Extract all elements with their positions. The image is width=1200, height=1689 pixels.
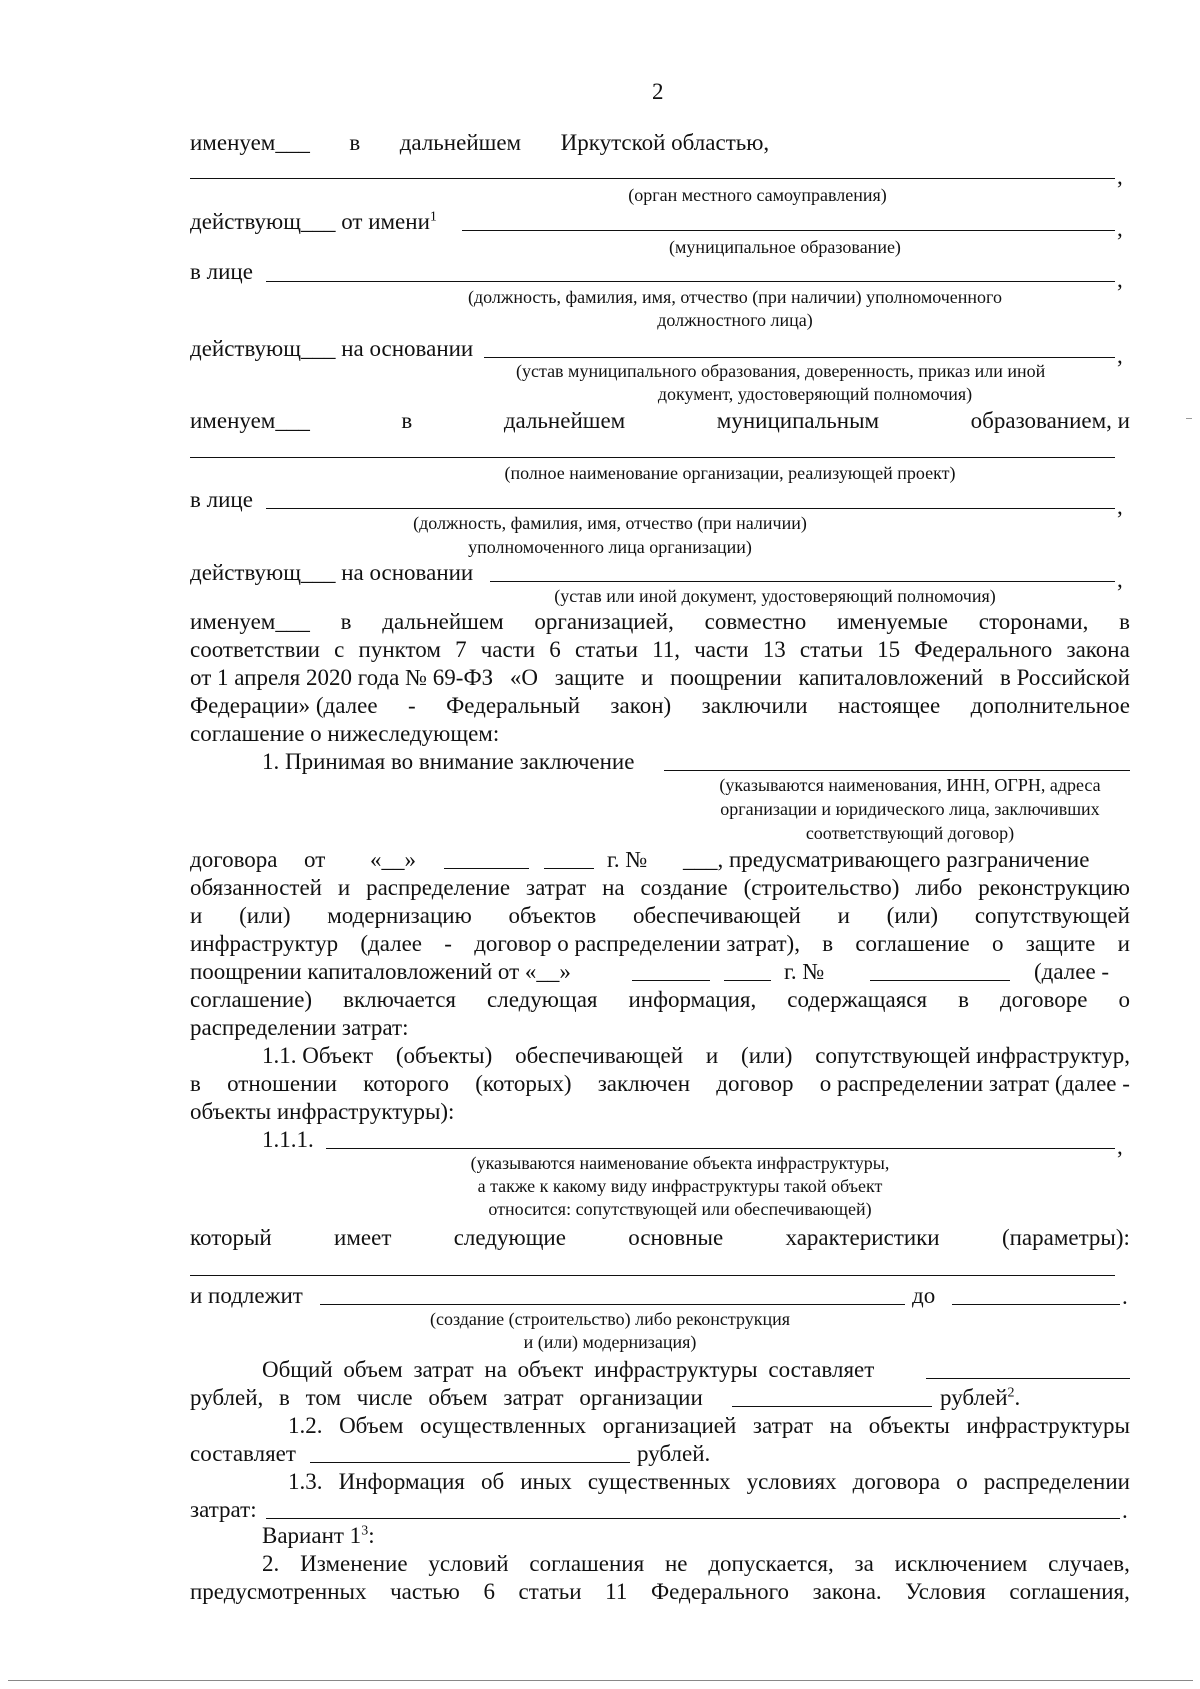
word: рублей (940, 1385, 1008, 1410)
label: действующ___ на основании (190, 560, 474, 585)
word: Условия (905, 1579, 986, 1604)
comma: , (1117, 567, 1123, 592)
word: осуществленных (420, 1413, 587, 1438)
word: сопутствующей (974, 903, 1130, 928)
word: следующая (487, 987, 598, 1012)
text: договора (190, 847, 278, 872)
caption-text: (устав муниципального образования, доверенность, приказ или иной (516, 361, 1046, 381)
word: закона (1066, 637, 1130, 662)
blank-line (926, 1378, 1130, 1379)
label: 1.1.1. (262, 1127, 314, 1152)
word: затрат (503, 1385, 564, 1410)
word: инфраструктуры (966, 1413, 1130, 1438)
variant-heading (262, 1524, 375, 1547)
word: о (992, 931, 1004, 956)
blank-line (190, 178, 1115, 179)
word: сопутствующей инфраструктур, (815, 1043, 1130, 1068)
word: случаев, (1048, 1551, 1130, 1576)
word: именуем___ (190, 609, 310, 634)
word: инфраструктуры (594, 1357, 758, 1382)
blank-line (326, 1148, 1115, 1149)
text: от (304, 847, 326, 872)
word: от 1 апреля 2020 года № 69-ФЗ (190, 665, 494, 690)
word: договоре (999, 987, 1088, 1012)
word: условиях (746, 1469, 837, 1494)
word: 1.1. Объект (262, 1043, 374, 1068)
comma: , (1117, 267, 1123, 292)
justified-line (190, 1072, 1130, 1095)
word: в (401, 408, 413, 433)
word: исключением (894, 1551, 1028, 1576)
word: образованием, и (970, 408, 1130, 433)
word: муниципальным (716, 408, 880, 433)
word: затрат (752, 1413, 814, 1438)
label: в лице (190, 259, 253, 284)
word: объекты (868, 1413, 950, 1438)
word: (или) (886, 903, 939, 928)
blank-line (632, 980, 710, 981)
caption: должностного лица) (657, 310, 813, 330)
word: дальнейшем (382, 609, 504, 634)
caption: соответствующий договор) (805, 823, 1015, 843)
word: Федерального (914, 637, 1053, 662)
word: либо (915, 875, 963, 900)
word: поощрении (670, 665, 782, 690)
word: 1.2. (288, 1413, 323, 1438)
word: защите (1025, 931, 1096, 956)
blank-line (724, 980, 771, 981)
word: организации (579, 1385, 703, 1410)
word: включается (343, 987, 457, 1012)
comma: , (1117, 1134, 1123, 1159)
word: объект (517, 1357, 584, 1382)
justified-line (190, 904, 1130, 927)
word: пунктом (358, 637, 441, 662)
word: соответствии (190, 637, 320, 662)
footnote-ref: 2 (1007, 1385, 1015, 1401)
word: об (480, 1469, 505, 1494)
word: и (337, 875, 351, 900)
word: затрат (526, 875, 587, 900)
word: части (694, 637, 749, 662)
comma: , (1117, 164, 1123, 189)
word: закона. (812, 1579, 882, 1604)
caption: организации и юридического лица, заключивших (720, 799, 1100, 819)
paragraph-lead: 1. Принимая во внимание заключение (262, 749, 635, 774)
word: дальнейшем (399, 130, 522, 155)
caption: (устав или иной документ, удостоверяющий полномочия) (554, 586, 996, 606)
word: в (279, 1385, 290, 1410)
comma: , (1117, 216, 1123, 241)
label: и подлежит (190, 1283, 303, 1308)
word: распределение (366, 875, 511, 900)
text (940, 1386, 1020, 1409)
word: защите (554, 665, 625, 690)
blank-line (190, 1275, 1115, 1276)
caption: (указываются наименование объекта инфраструктуры, (470, 1153, 890, 1173)
word: (или) (741, 1043, 793, 1068)
word: 6 (483, 1579, 495, 1604)
blank-line (266, 281, 1115, 282)
word: именуем___ (190, 130, 310, 155)
justified-line (262, 1044, 1130, 1067)
word: именуем___ (190, 408, 310, 433)
word: договор о распределении затрат), (474, 931, 800, 956)
period: . (1014, 1385, 1021, 1410)
word: закон) (610, 693, 672, 718)
word: статьи (799, 637, 863, 662)
word: «О (509, 665, 538, 690)
text: рублей. (637, 1441, 711, 1466)
word: о (956, 1469, 968, 1494)
word: том (305, 1385, 342, 1410)
justified-line (190, 409, 1130, 432)
word: 1.3. (288, 1469, 323, 1494)
period: . (1122, 1284, 1128, 1309)
word: Иркутской областью, (560, 130, 770, 155)
text: г. № (607, 847, 648, 872)
word: условий (428, 1551, 509, 1576)
word: на (602, 875, 625, 900)
word: в (958, 987, 969, 1012)
word: не (665, 1551, 688, 1576)
word: и (641, 665, 654, 690)
blank-line (462, 230, 1115, 231)
word: 6 (549, 637, 561, 662)
blank-line (190, 457, 1115, 458)
word: обязанностей (190, 875, 322, 900)
blank-line (870, 980, 1010, 981)
word: Объем (339, 1413, 404, 1438)
text-line: распределении затрат: (190, 1015, 409, 1040)
word: Федерального (650, 1579, 789, 1604)
word: статьи (518, 1579, 582, 1604)
justified-line (190, 932, 1130, 955)
word: 15 (877, 637, 901, 662)
justified-line (190, 610, 1130, 633)
caption: (должность, фамилия, имя, отчество (при наличии) уполномоченного (467, 287, 1002, 307)
word: 11 (605, 1579, 628, 1604)
word: в Российской (999, 665, 1130, 690)
word: (параметры): (1001, 1225, 1130, 1250)
caption: уполномоченного лица организации) (468, 537, 752, 557)
blank-line (732, 1406, 932, 1407)
comma: , (1117, 343, 1123, 368)
label: действующ___ на основании (190, 336, 474, 361)
word: Федеральный (446, 693, 580, 718)
word: обеспечивающей (632, 903, 801, 928)
caption: (должность, фамилия, имя, отчество (при наличии) (413, 513, 807, 533)
blank-line (664, 770, 1130, 771)
word: объем (343, 1357, 403, 1382)
word: реконструкцию (978, 875, 1130, 900)
word: иных (520, 1469, 572, 1494)
text-line (190, 131, 769, 154)
word: соглашения, (1009, 1579, 1130, 1604)
word: следующие (453, 1225, 566, 1250)
text-line: объекты инфраструктуры): (190, 1099, 455, 1124)
word: (далее (360, 931, 423, 956)
word: организацией, (534, 609, 674, 634)
word: и (1117, 931, 1130, 956)
justified-line (190, 1580, 1130, 1603)
word: организацией (602, 1413, 737, 1438)
colon: : (368, 1523, 375, 1548)
word: - (444, 931, 452, 956)
footnote-ref: 3 (361, 1523, 369, 1539)
label: Вариант 1 (262, 1523, 362, 1548)
word: дополнительное (970, 693, 1130, 718)
label: действующ___ от имени (190, 209, 430, 234)
justified-line (190, 638, 1130, 661)
caption: а также к какому виду инфраструктуры такой объект (477, 1176, 883, 1196)
word: совместно (704, 609, 807, 634)
text: ___, предусматривающего разграничение (683, 847, 1090, 872)
text: г. № (784, 959, 825, 984)
blank-line (484, 357, 1115, 358)
word: и (705, 1043, 719, 1068)
justified-line (190, 1226, 1130, 1249)
justified-line (190, 876, 1130, 899)
justified-line (288, 1414, 1130, 1437)
page-number: 2 (652, 79, 664, 104)
text: (далее - (1034, 959, 1110, 984)
word: в (1119, 609, 1130, 634)
word: объем (428, 1385, 488, 1410)
caption: (указываются наименования, ИНН, ОГРН, адреса (719, 775, 1101, 795)
word: в (822, 931, 834, 956)
word: капиталовложений (798, 665, 984, 690)
page-edge-rule (8, 1680, 1193, 1681)
word: с (334, 637, 345, 662)
word: которого (363, 1071, 450, 1096)
word: Федерации» (далее (190, 693, 378, 718)
period: . (1122, 1498, 1128, 1523)
word: инфраструктур (190, 931, 339, 956)
word: о (1118, 987, 1130, 1012)
scan-mark (1186, 418, 1192, 419)
justified-line (190, 988, 1130, 1011)
word: (строительство) (743, 875, 900, 900)
word: статьи (574, 637, 638, 662)
word: обеспечивающей (515, 1043, 684, 1068)
word: соглашения (529, 1551, 645, 1576)
word: о распределении затрат (далее - (819, 1071, 1130, 1096)
text-line (190, 1386, 703, 1409)
word: основные (628, 1225, 724, 1250)
justified-line (190, 694, 1130, 717)
caption: (орган местного самоуправления) (628, 185, 887, 205)
word: на (829, 1413, 853, 1438)
word: распределении (983, 1469, 1130, 1494)
word: предусмотренных (190, 1579, 367, 1604)
word: заключен (597, 1071, 691, 1096)
word: числе (356, 1385, 413, 1410)
word: Общий (262, 1357, 333, 1382)
blank-line (952, 1304, 1120, 1305)
label: до (912, 1283, 936, 1308)
word: рублей, (190, 1385, 264, 1410)
word: информация, (628, 987, 757, 1012)
word: допускается, (708, 1551, 834, 1576)
word: на (484, 1357, 507, 1382)
label: составляет (190, 1441, 296, 1466)
blank-line (544, 868, 594, 869)
word: (которых) (475, 1071, 572, 1096)
word: настоящее (837, 693, 941, 718)
word: отношении (227, 1071, 337, 1096)
word: сторонами, (978, 609, 1089, 634)
caption: (муниципальное образование) (669, 237, 901, 257)
blank-line (444, 868, 529, 869)
text: поощрении капиталовложений от «__» (190, 959, 571, 984)
word: соглашение (855, 931, 970, 956)
blank-line (490, 581, 1115, 582)
word: 7 (455, 637, 467, 662)
word: создание (640, 875, 728, 900)
caption: относится: сопутствующей или обеспечивающей) (488, 1199, 872, 1219)
caption: (полное наименование организации, реализующей проект) (504, 463, 956, 483)
word: Информация (338, 1469, 465, 1494)
word: договор (716, 1071, 794, 1096)
label: в лице (190, 487, 253, 512)
blank-line (266, 508, 1115, 509)
word: (объекты) (395, 1043, 493, 1068)
comma: , (1117, 494, 1123, 519)
word: содержащаяся (787, 987, 928, 1012)
word: 2. (262, 1551, 280, 1576)
word: в (340, 609, 352, 634)
word: частью (390, 1579, 460, 1604)
word: - (407, 693, 416, 718)
caption: (создание (строительство) либо реконструкция (430, 1309, 790, 1329)
word: модернизацию (327, 903, 472, 928)
word: и (837, 903, 850, 928)
footnote-ref: 1 (429, 209, 437, 225)
word: существенных (587, 1469, 731, 1494)
word: в (349, 130, 361, 155)
text-line (262, 1358, 874, 1381)
label: затрат: (190, 1497, 257, 1522)
word: составляет (768, 1357, 875, 1382)
word: за (854, 1551, 874, 1576)
word: заключили (701, 693, 808, 718)
text-line: соглашение о нижеследующем: (190, 721, 500, 746)
justified-line (262, 1552, 1130, 1575)
text: «__» (370, 847, 416, 872)
blank-line (320, 1304, 905, 1305)
blank-line (266, 1518, 1120, 1519)
word: затрат (413, 1357, 474, 1382)
word: именуемые (836, 609, 948, 634)
word: который (190, 1225, 272, 1250)
word: Изменение (300, 1551, 408, 1576)
text-line (190, 210, 437, 233)
word: характеристики (785, 1225, 940, 1250)
word: в (190, 1071, 201, 1096)
justified-line (190, 666, 1130, 689)
word: договора (852, 1469, 941, 1494)
word: дальнейшем (503, 408, 626, 433)
word: части (480, 637, 536, 662)
word: (или) (239, 903, 291, 928)
word: и (190, 903, 203, 928)
caption: документ, удостоверяющий полномочия) (657, 384, 973, 404)
justified-line (288, 1470, 1130, 1493)
word: 11, (652, 637, 681, 662)
word: имеет (334, 1225, 392, 1250)
caption: и (или) модернизация) (523, 1332, 697, 1352)
word: 13 (762, 637, 786, 662)
caption (516, 362, 1130, 380)
blank-line (310, 1462, 630, 1463)
word: соглашение) (190, 987, 313, 1012)
word: объектов (508, 903, 597, 928)
